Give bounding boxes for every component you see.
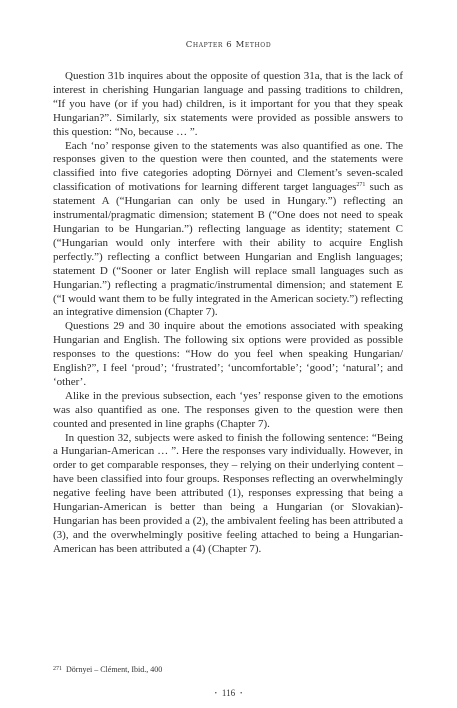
footnote-number: 271 xyxy=(53,666,62,672)
paragraph: Alike in the previous subsection, each ‘yes’ response given to the emotions was also quantified as one. The responses given to the question were then counted and presented in line graphs (Chapter 7). xyxy=(53,389,403,430)
paragraph: Question 31b inquires about the opposite of question 31a, that is the lack of interest in cherishing Hungarian language and passing traditions to children, “If you have (or if you had) children, is it important for you that they speak Hungarian?”. Similarly, six statements were provided as possible answers to this question: “No, because … ”. xyxy=(53,70,403,138)
paragraph-text: Each ‘no’ response given to the statements was also quantified as one. The responses given to the question were then counted, and the statements were classified into five categories adopting Dörnyei and Clement’s seven-scaled classification of motivations for learning different target languages xyxy=(53,139,403,194)
body-text xyxy=(53,70,403,557)
paragraph: Questions 29 and 30 inquire about the emotions associated with speaking Hungarian and English. The following six options were provided as possible responses to the questions: “How do you feel when speaking Hungarian/ English?”, I feel ‘proud’; ‘frustrated’; ‘uncomfortable’; ‘good’; ‘natural’; and ‘other’. xyxy=(53,320,403,388)
paragraph-text: such as statement A (“Hungarian can only be used in Hungary.”) reflecting an instrumental/pragmatic dimension; statement B (“One does not need to speak Hungarian to be Hungarian.”) reflecting language as identity; statement C (“Hungarian would only interfere with their ability to acquire English perfectly.”) reflecting a conflict between Hungarian and English languages; statement D (“Sooner or later English will replace small languages such as Hungarian.”) reflecting a pragmatic/instrumental dimension; and statement E (“I would want them to be fully integrated in the American society.”) reflecting an integrative dimension (Chapter 7). xyxy=(53,181,403,319)
paragraph xyxy=(53,140,403,321)
bullet-icon: • xyxy=(240,691,243,697)
footnote-text: Dörnyei – Clément, Ibid., 400 xyxy=(66,665,163,674)
paragraph: In question 32, subjects were asked to finish the following sentence: “Being a Hungarian-American … ”. Here the responses vary individually. However, in order to get comparable responses, they – relying on their underlying content – have been classified into four groups. Responses reflecting an overwhelmingly negative feeling have been attributed (1), responses expressing that being a Hungarian-American is better than being a Hungarian (or Slovakian)-Hungarian has been provided a (2), the ambivalent feeling has been attributed a (3), and the overwhelmingly positive feeling attached to being a Hungarian-American has been attributed a (4) (Chapter 7). xyxy=(53,431,403,555)
footnote-reference[interactable]: 271 xyxy=(356,182,366,189)
page-number-value: 116 xyxy=(221,688,236,698)
page-number xyxy=(0,688,457,698)
bullet-icon: • xyxy=(214,691,217,697)
footnote xyxy=(53,664,403,675)
running-head: Chapter 6 Method xyxy=(185,40,272,50)
